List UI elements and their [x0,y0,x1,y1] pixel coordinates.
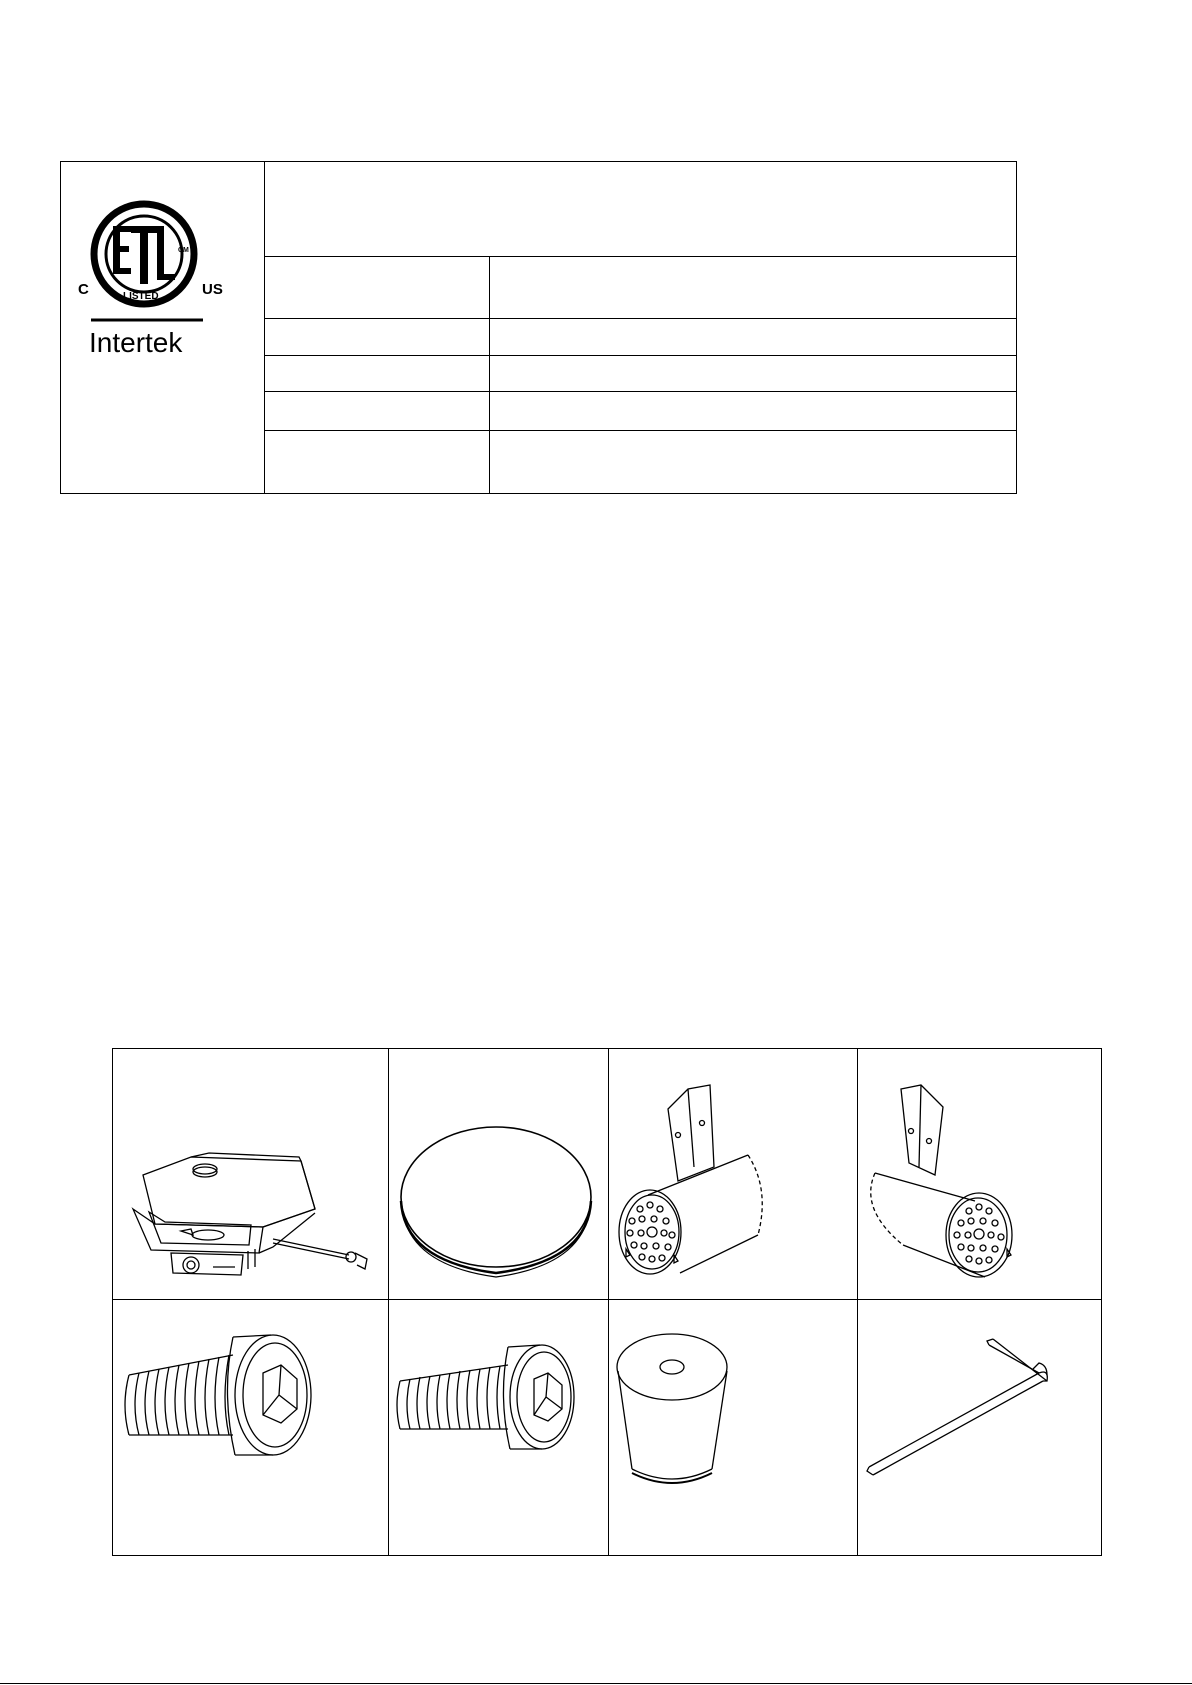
pizza-stone-icon [388,1049,608,1299]
logo-left-letter: C [78,281,89,298]
pizza-oven-icon [113,1049,388,1299]
spec-row-label [265,391,489,430]
logo-listed-text: LISTED [123,291,159,302]
spec-row-value [489,318,1016,355]
part-cell-rubber-foot [608,1299,857,1555]
spec-row-value [489,391,1016,430]
spec-header-cell [265,162,1016,256]
short-bolt-icon [388,1299,608,1555]
part-cell-allen-key [857,1299,1101,1555]
page-bottom-rule [0,1683,1192,1684]
spec-row-label [265,355,489,391]
spec-row-label [265,318,489,355]
part-cell-right-leg-bracket [857,1049,1101,1299]
part-cell-pizza-oven [113,1049,388,1299]
left-leg-bracket-icon [608,1049,857,1299]
spec-row-value [489,430,1016,493]
allen-key-icon [857,1299,1101,1555]
logo-cm-mark: CM [178,247,189,254]
logo-brand-name: Intertek [89,327,183,358]
rubber-foot-icon [608,1299,857,1555]
part-cell-pizza-stone [388,1049,608,1299]
spec-row-label [265,256,489,318]
part-cell-left-leg-bracket [608,1049,857,1299]
certification-table [60,161,1017,494]
spec-row-value [489,355,1016,391]
spec-row-value [489,256,1016,318]
spec-row-label [265,430,489,493]
parts-table [112,1048,1102,1556]
long-bolt-icon [113,1299,388,1555]
logo-right-letters: US [202,281,223,298]
etl-listed-logo [61,162,265,492]
logo-cell [61,162,265,493]
part-cell-long-bolt [113,1299,388,1555]
part-cell-short-bolt [388,1299,608,1555]
right-leg-bracket-icon [857,1049,1101,1299]
